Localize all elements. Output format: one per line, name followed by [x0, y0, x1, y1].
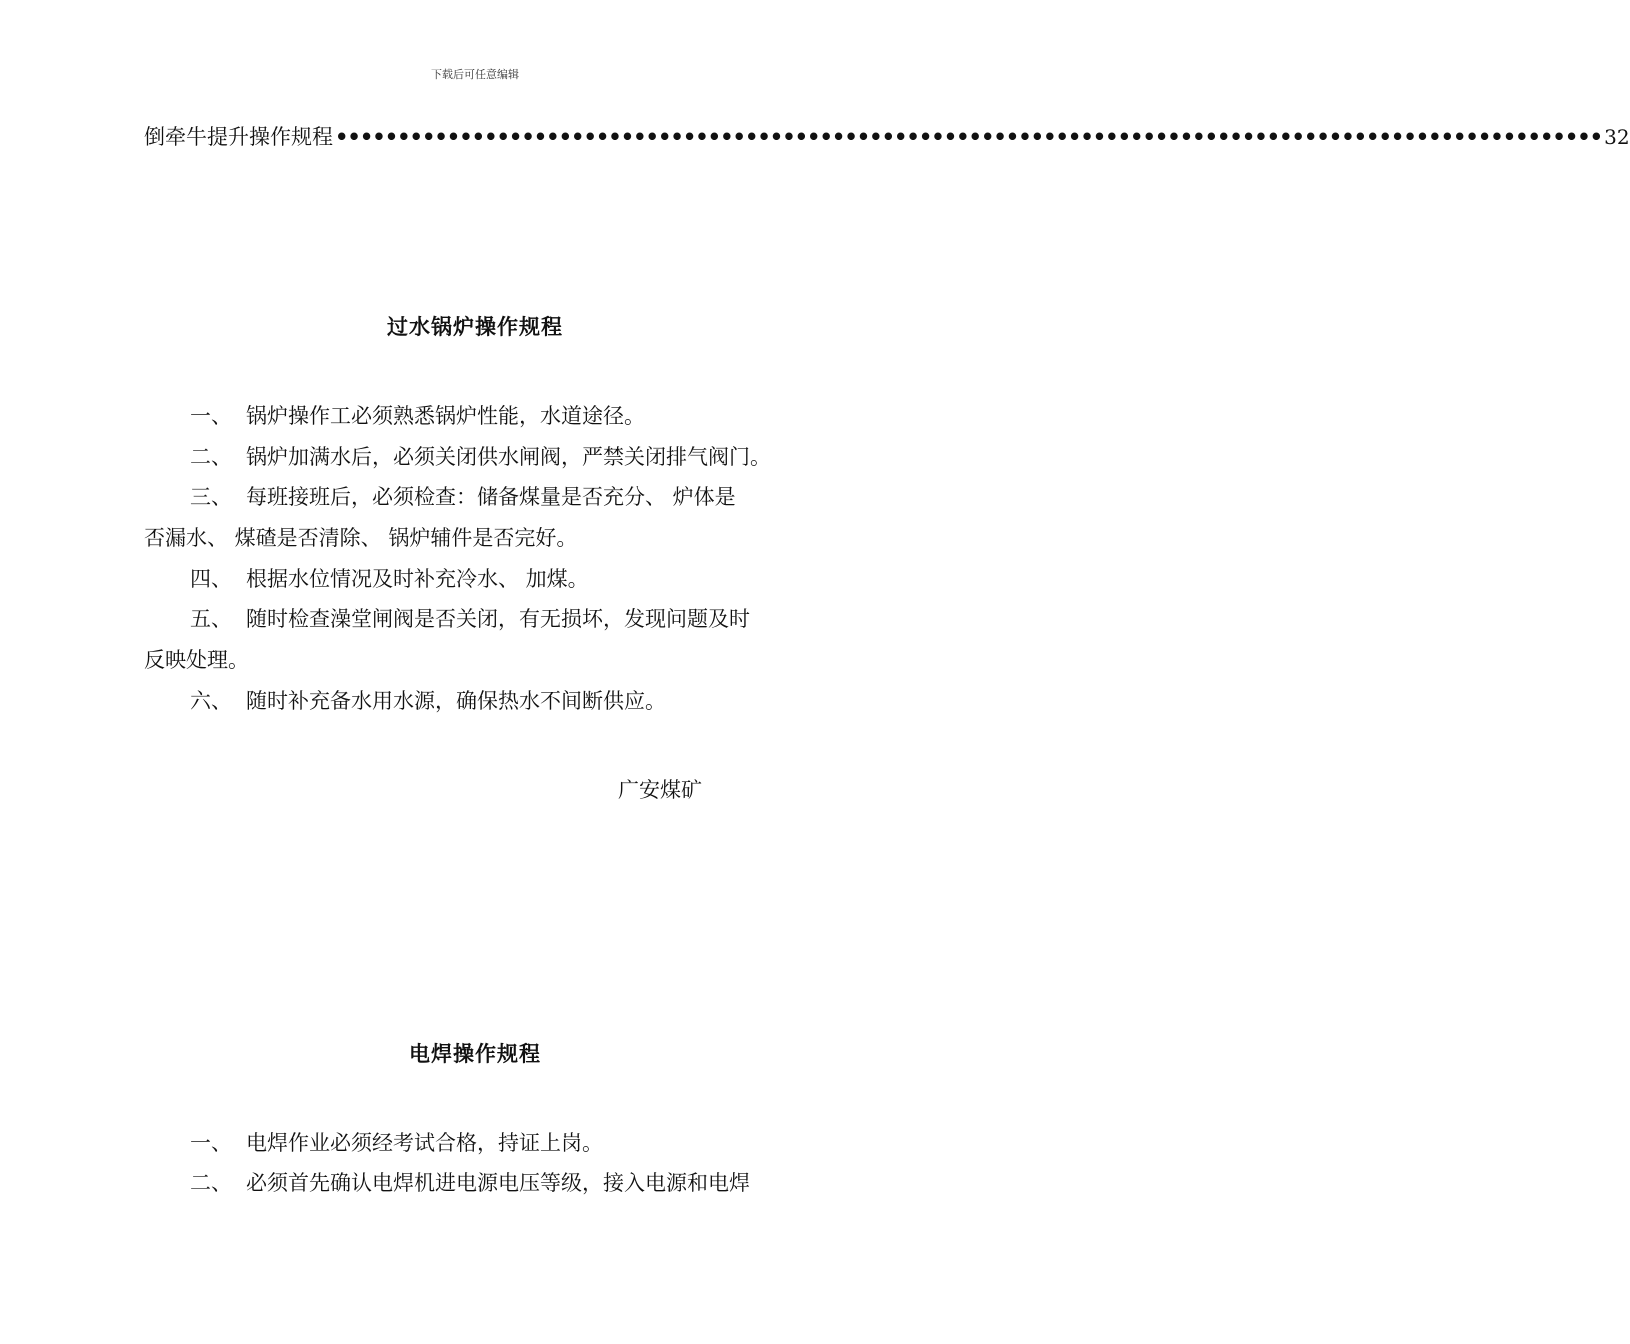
item-text: 随时补充备水用水源，确保热水不间断供应。 — [246, 689, 666, 713]
toc-page-number: 32 — [1604, 125, 1630, 149]
section-title-boiler: 过水锅炉操作规程 — [387, 315, 563, 339]
item-text: 根据水位情况及时补充冷水、 加煤。 — [246, 567, 589, 591]
toc-entry-title: 倒牵牛提升操作规程 — [144, 125, 333, 149]
item-text: 必须首先确认电焊机进电源电压等级，接入电源和电焊 — [246, 1171, 750, 1195]
item-number: 一、 — [190, 1131, 232, 1155]
section-title-welding: 电焊操作规程 — [409, 1042, 541, 1066]
boiler-item-3-continuation: 否漏水、 煤碴是否清除、 锅炉辅件是否完好。 — [144, 526, 578, 550]
boiler-item-5 — [190, 603, 750, 633]
item-number: 二、 — [190, 1171, 232, 1195]
welding-item-1 — [190, 1127, 603, 1157]
welding-item-2 — [190, 1167, 750, 1197]
item-number: 一、 — [190, 404, 232, 428]
item-text: 电焊作业必须经考试合格，持证上岗。 — [246, 1131, 603, 1155]
item-text: 每班接班后，必须检查：储备煤量是否充分、 炉体是 — [246, 485, 736, 509]
item-text: 随时检查澡堂闸阀是否关闭，有无损坏，发现问题及时 — [246, 607, 750, 631]
boiler-item-6 — [190, 685, 666, 715]
item-number: 六、 — [190, 689, 232, 713]
toc-dot-leader: •••••••••••••••••••••••••••••••••••••••••••••••••••••••••••••••••••••••••••••••••••••••••••••••••••••• — [335, 125, 1603, 149]
signature-company: 广安煤矿 — [618, 778, 702, 802]
boiler-item-5-continuation: 反映处理。 — [144, 648, 249, 672]
item-text: 锅炉加满水后，必须关闭供水闸阀，严禁关闭排气阀门。 — [246, 445, 771, 469]
boiler-item-2 — [190, 441, 771, 471]
boiler-item-3 — [190, 481, 736, 511]
item-text: 锅炉操作工必须熟悉锅炉性能，水道途径。 — [246, 404, 645, 428]
toc-entry[interactable] — [144, 121, 1630, 151]
item-number: 五、 — [190, 607, 232, 631]
boiler-item-1 — [190, 400, 645, 430]
boiler-item-4 — [190, 563, 589, 593]
item-number: 三、 — [190, 485, 232, 509]
item-number: 四、 — [190, 567, 232, 591]
page-header-note: 下载后可任意编辑 — [431, 68, 519, 81]
item-number: 二、 — [190, 445, 232, 469]
